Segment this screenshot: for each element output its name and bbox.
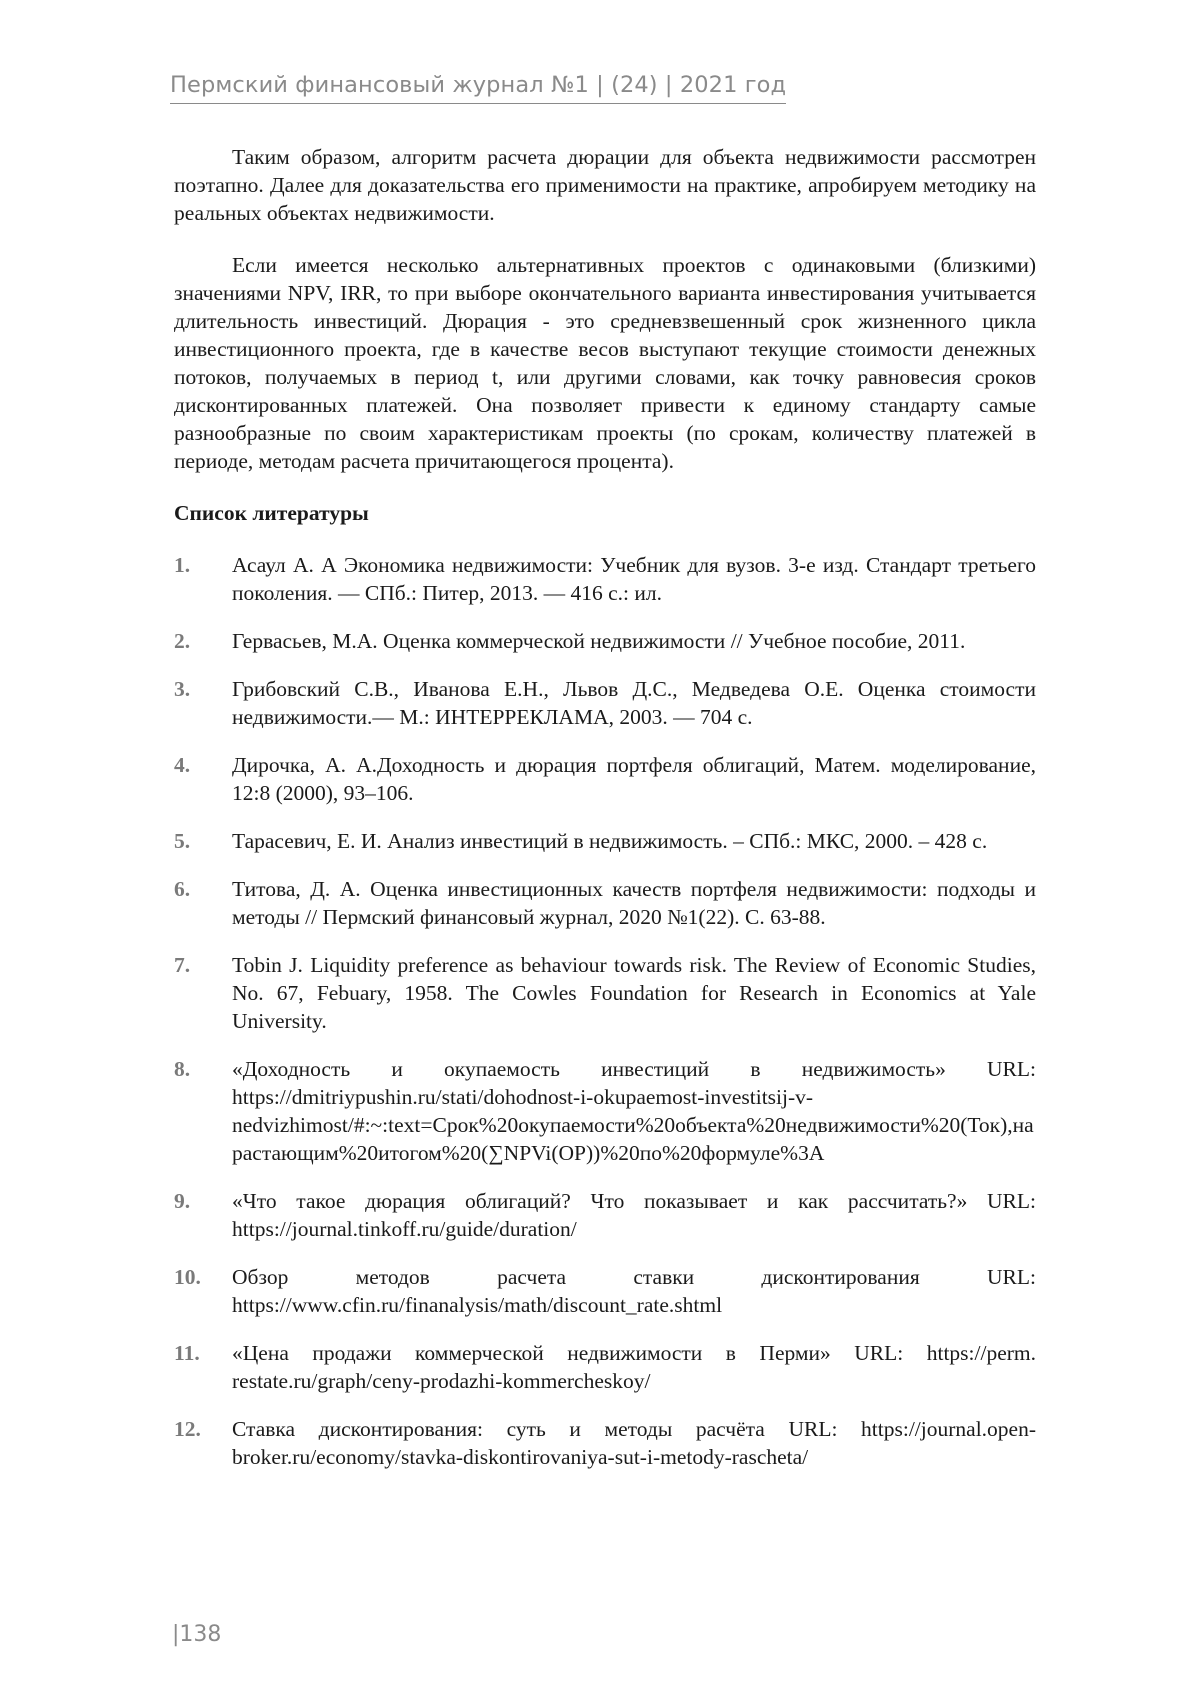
reference-item	[174, 1055, 1036, 1167]
reference-number: 8.	[174, 1055, 232, 1167]
references-heading: Список литературы	[174, 499, 1036, 527]
reference-item	[174, 875, 1036, 931]
reference-text[interactable]: Ставка дисконтирования: суть и методы расчёта URL: https://journal.open-broker.ru/economy/stavka-diskontirovaniya-sut-i-metody-rascheta/	[232, 1415, 1036, 1471]
reference-number: 6.	[174, 875, 232, 931]
reference-text[interactable]: Обзор методов расчета ставки дисконтирования URL: https://www.cfin.ru/finanalysis/math/discount_rate.shtml	[232, 1263, 1036, 1319]
reference-text: Гервасьев, М.А. Оценка коммерческой недвижимости // Учебное пособие, 2011.	[232, 627, 1036, 655]
reference-number: 11.	[174, 1339, 232, 1395]
reference-number: 7.	[174, 951, 232, 1035]
reference-item	[174, 1263, 1036, 1319]
reference-number: 2.	[174, 627, 232, 655]
reference-item	[174, 627, 1036, 655]
reference-number: 4.	[174, 751, 232, 807]
reference-item	[174, 1415, 1036, 1471]
reference-text: Tobin J. Liquidity preference as behaviour towards risk. The Review of Economic Studies, No. 67, Febuary, 1958. The Cowles Foundation for Research in Economics at Yale University.	[232, 951, 1036, 1035]
reference-text: Титова, Д. А. Оценка инвестиционных качеств портфеля недвижимости: подходы и методы // Пермский финансовый журнал, 2020 №1(22). С. 63-88.	[232, 875, 1036, 931]
reference-number: 5.	[174, 827, 232, 855]
main-content	[174, 143, 1036, 1491]
reference-number: 1.	[174, 551, 232, 607]
reference-item	[174, 1187, 1036, 1243]
reference-item	[174, 551, 1036, 607]
reference-text[interactable]: «Цена продажи коммерческой недвижимости в Перми» URL: https://perm. restate.ru/graph/ceny-prodazhi-kommercheskoy/	[232, 1339, 1036, 1395]
reference-number: 12.	[174, 1415, 232, 1471]
reference-number: 9.	[174, 1187, 232, 1243]
reference-list	[174, 551, 1036, 1471]
page-number: |138	[172, 1622, 221, 1647]
running-header: Пермский финансовый журнал №1 | (24) | 2021 год	[170, 72, 786, 104]
body-paragraph: Если имеется несколько альтернативных проектов с одинаковыми (близкими) значениями NPV, IRR, то при выборе окончательного варианта инвестирования учитывается длительность инвестиций. Дюрация - это средневзвешенный срок жизненного цикла инвестиционного проекта, где в качестве весов выступают текущие стоимости денежных потоков, получаемых в период t, или другими словами, как точку равновесия сроков дисконтированных платежей. Она позволяет привести к единому стандарту самые разнообразные по своим характеристикам проекты (по срокам, количеству платежей в периоде, методам расчета причитающегося процента).	[174, 251, 1036, 475]
reference-item	[174, 675, 1036, 731]
reference-text: Грибовский С.В., Иванова Е.Н., Львов Д.С., Медведева О.Е. Оценка стоимости недвижимости.— М.: ИНТЕРРЕКЛАМА, 2003. — 704 с.	[232, 675, 1036, 731]
reference-item	[174, 751, 1036, 807]
reference-text: Тарасевич, Е. И. Анализ инвестиций в недвижимость. – СПб.: МКС, 2000. – 428 с.	[232, 827, 1036, 855]
reference-item	[174, 827, 1036, 855]
reference-item	[174, 1339, 1036, 1395]
reference-text[interactable]: «Что такое дюрация облигаций? Что показывает и как рассчитать?» URL: https://journal.tinkoff.ru/guide/duration/	[232, 1187, 1036, 1243]
reference-text: Дирочка, А. А.Доходность и дюрация портфеля облигаций, Матем. моделирование, 12:8 (2000), 93–106.	[232, 751, 1036, 807]
reference-number: 10.	[174, 1263, 232, 1319]
reference-number: 3.	[174, 675, 232, 731]
body-paragraph: Таким образом, алгоритм расчета дюрации для объекта недвижимости рассмотрен поэтапно. Далее для доказательства его применимости на практике, апробируем методику на реальных объектах недвижимости.	[174, 143, 1036, 227]
reference-item	[174, 951, 1036, 1035]
reference-text: Асаул А. А Экономика недвижимости: Учебник для вузов. 3-е изд. Стандарт третьего поколения. — СПб.: Питер, 2013. — 416 с.: ил.	[232, 551, 1036, 607]
reference-text[interactable]: «Доходность и окупаемость инвестиций в недвижимость» URL: https://dmitriypushin.ru/stati/dohodnost-i-okupaemost-investitsij-v-nedvizhimost/#:~:text=Срок%20окупаемости%20объекта%20недвижимости%20(Ток),нарастающим%20итогом%20(∑NPVi(OP))%20по%20формуле%3A	[232, 1055, 1036, 1167]
